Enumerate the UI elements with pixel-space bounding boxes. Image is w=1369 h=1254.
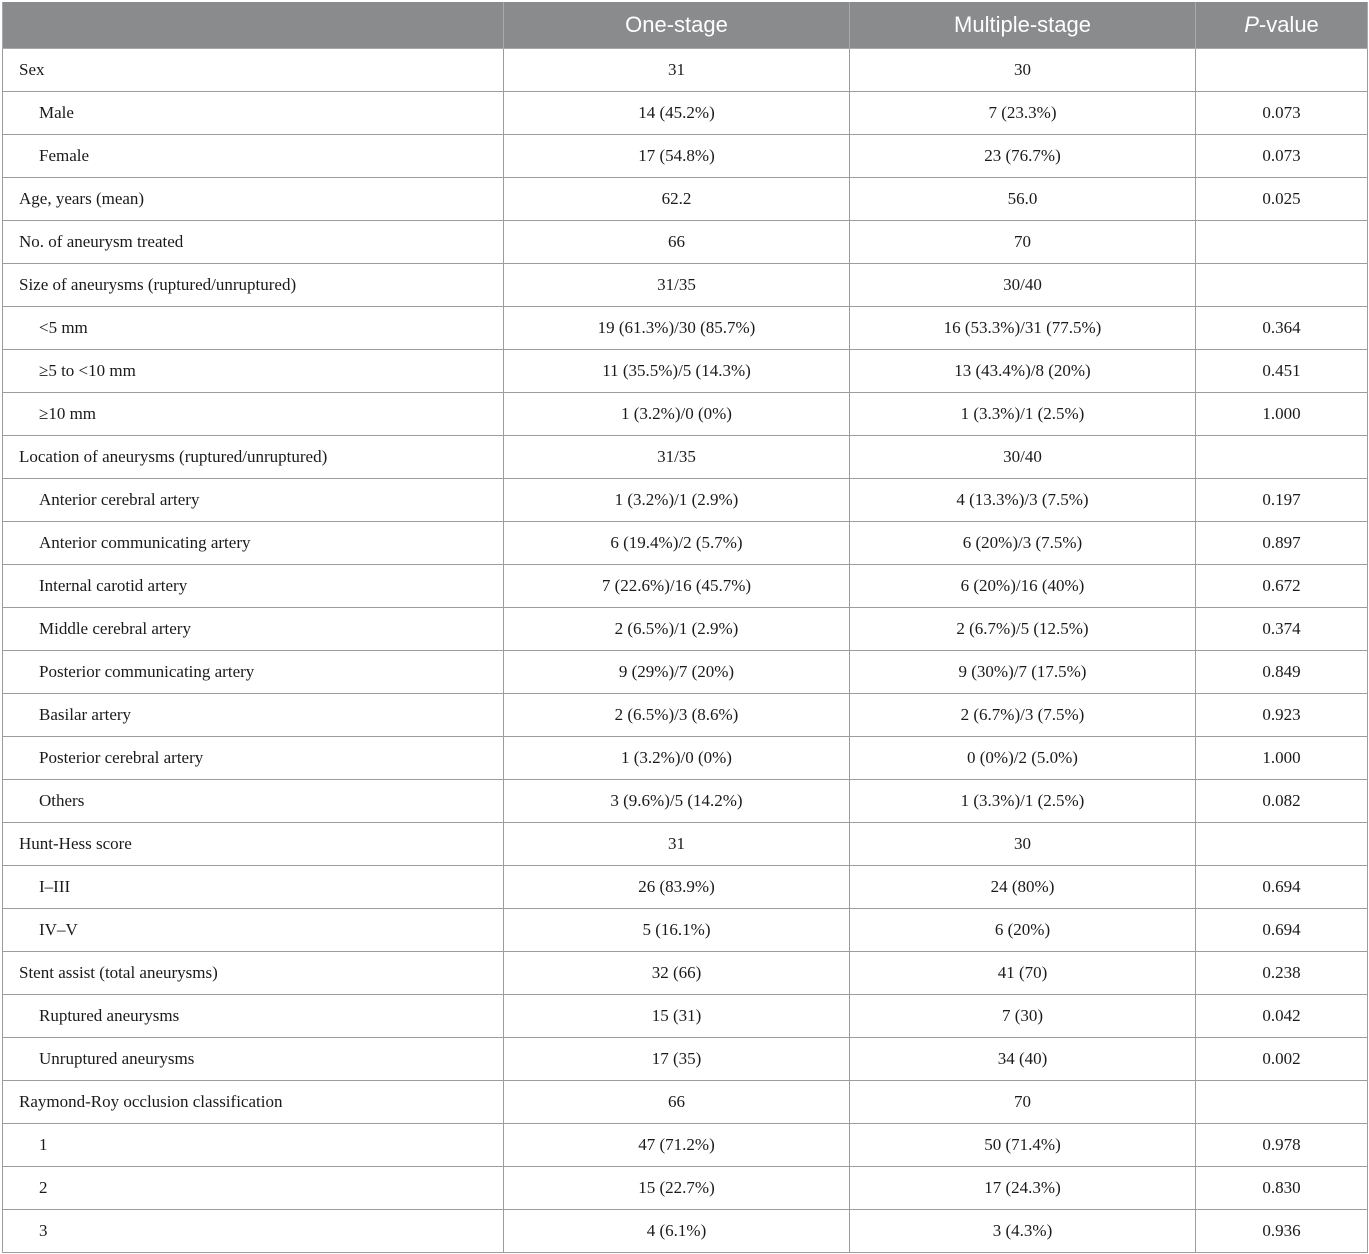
one-stage-value: 1 (3.2%)/0 (0%)	[504, 393, 850, 436]
row-label: Others	[3, 780, 504, 823]
p-value: 0.672	[1196, 565, 1368, 608]
one-stage-value: 31/35	[504, 436, 850, 479]
multiple-stage-value: 41 (70)	[850, 952, 1196, 995]
p-value: 0.042	[1196, 995, 1368, 1038]
table-row	[3, 866, 1368, 909]
header-one-stage: One-stage	[504, 2, 850, 49]
p-value: 0.694	[1196, 909, 1368, 952]
table-row	[3, 952, 1368, 995]
row-label: Location of aneurysms (ruptured/unruptured)	[3, 436, 504, 479]
p-value: 0.830	[1196, 1167, 1368, 1210]
one-stage-value: 2 (6.5%)/3 (8.6%)	[504, 694, 850, 737]
multiple-stage-value: 7 (23.3%)	[850, 92, 1196, 135]
table-row	[3, 522, 1368, 565]
header-p-italic: P	[1244, 12, 1259, 37]
one-stage-value: 15 (22.7%)	[504, 1167, 850, 1210]
multiple-stage-value: 17 (24.3%)	[850, 1167, 1196, 1210]
row-label: Internal carotid artery	[3, 565, 504, 608]
table-row	[3, 823, 1368, 866]
multiple-stage-value: 24 (80%)	[850, 866, 1196, 909]
multiple-stage-value: 30/40	[850, 436, 1196, 479]
row-label: Ruptured aneurysms	[3, 995, 504, 1038]
p-value	[1196, 1081, 1368, 1124]
multiple-stage-value: 6 (20%)/16 (40%)	[850, 565, 1196, 608]
p-value	[1196, 436, 1368, 479]
one-stage-value: 19 (61.3%)/30 (85.7%)	[504, 307, 850, 350]
p-value: 1.000	[1196, 393, 1368, 436]
multiple-stage-value: 2 (6.7%)/5 (12.5%)	[850, 608, 1196, 651]
table-row	[3, 565, 1368, 608]
row-label: Female	[3, 135, 504, 178]
row-label: Unruptured aneurysms	[3, 1038, 504, 1081]
one-stage-value: 31	[504, 49, 850, 92]
multiple-stage-value: 9 (30%)/7 (17.5%)	[850, 651, 1196, 694]
one-stage-value: 17 (35)	[504, 1038, 850, 1081]
multiple-stage-value: 30/40	[850, 264, 1196, 307]
one-stage-value: 31/35	[504, 264, 850, 307]
p-value: 0.936	[1196, 1210, 1368, 1253]
one-stage-value: 47 (71.2%)	[504, 1124, 850, 1167]
multiple-stage-value: 16 (53.3%)/31 (77.5%)	[850, 307, 1196, 350]
one-stage-value: 32 (66)	[504, 952, 850, 995]
p-value: 0.897	[1196, 522, 1368, 565]
row-label: No. of aneurysm treated	[3, 221, 504, 264]
p-value: 0.002	[1196, 1038, 1368, 1081]
one-stage-value: 66	[504, 221, 850, 264]
table-row	[3, 1081, 1368, 1124]
table-row	[3, 1124, 1368, 1167]
p-value	[1196, 264, 1368, 307]
row-label: IV–V	[3, 909, 504, 952]
multiple-stage-value: 1 (3.3%)/1 (2.5%)	[850, 393, 1196, 436]
table-row	[3, 350, 1368, 393]
table-row	[3, 221, 1368, 264]
row-label: Basilar artery	[3, 694, 504, 737]
row-label: ≥5 to <10 mm	[3, 350, 504, 393]
one-stage-value: 4 (6.1%)	[504, 1210, 850, 1253]
table-row	[3, 737, 1368, 780]
row-label: Stent assist (total aneurysms)	[3, 952, 504, 995]
p-value: 0.238	[1196, 952, 1368, 995]
one-stage-value: 3 (9.6%)/5 (14.2%)	[504, 780, 850, 823]
header-p-suffix: -value	[1258, 12, 1319, 37]
table-row	[3, 1038, 1368, 1081]
one-stage-value: 15 (31)	[504, 995, 850, 1038]
row-label: Male	[3, 92, 504, 135]
multiple-stage-value: 70	[850, 221, 1196, 264]
one-stage-value: 6 (19.4%)/2 (5.7%)	[504, 522, 850, 565]
table-row	[3, 780, 1368, 823]
row-label: 2	[3, 1167, 504, 1210]
one-stage-value: 5 (16.1%)	[504, 909, 850, 952]
row-label: Posterior cerebral artery	[3, 737, 504, 780]
p-value: 0.073	[1196, 135, 1368, 178]
row-label: Hunt-Hess score	[3, 823, 504, 866]
row-label: ≥10 mm	[3, 393, 504, 436]
row-label: Age, years (mean)	[3, 178, 504, 221]
p-value: 0.374	[1196, 608, 1368, 651]
p-value: 0.025	[1196, 178, 1368, 221]
multiple-stage-value: 4 (13.3%)/3 (7.5%)	[850, 479, 1196, 522]
one-stage-value: 31	[504, 823, 850, 866]
table-row	[3, 995, 1368, 1038]
table-row	[3, 694, 1368, 737]
multiple-stage-value: 1 (3.3%)/1 (2.5%)	[850, 780, 1196, 823]
table-row	[3, 307, 1368, 350]
header-row	[3, 2, 1368, 49]
p-value: 0.082	[1196, 780, 1368, 823]
table-row	[3, 1167, 1368, 1210]
one-stage-value: 1 (3.2%)/1 (2.9%)	[504, 479, 850, 522]
header-p-value	[1196, 2, 1368, 49]
table-row	[3, 49, 1368, 92]
multiple-stage-value: 30	[850, 823, 1196, 866]
p-value: 0.694	[1196, 866, 1368, 909]
p-value: 0.451	[1196, 350, 1368, 393]
p-value: 1.000	[1196, 737, 1368, 780]
table-row	[3, 178, 1368, 221]
p-value	[1196, 49, 1368, 92]
multiple-stage-value: 50 (71.4%)	[850, 1124, 1196, 1167]
row-label: Sex	[3, 49, 504, 92]
table-row	[3, 264, 1368, 307]
table-row	[3, 92, 1368, 135]
one-stage-value: 1 (3.2%)/0 (0%)	[504, 737, 850, 780]
table-row	[3, 479, 1368, 522]
comparison-table	[2, 2, 1368, 1253]
one-stage-value: 9 (29%)/7 (20%)	[504, 651, 850, 694]
multiple-stage-value: 34 (40)	[850, 1038, 1196, 1081]
row-label: 3	[3, 1210, 504, 1253]
one-stage-value: 7 (22.6%)/16 (45.7%)	[504, 565, 850, 608]
table-row	[3, 909, 1368, 952]
multiple-stage-value: 3 (4.3%)	[850, 1210, 1196, 1253]
row-label: <5 mm	[3, 307, 504, 350]
multiple-stage-value: 70	[850, 1081, 1196, 1124]
header-multiple-stage: Multiple-stage	[850, 2, 1196, 49]
p-value: 0.073	[1196, 92, 1368, 135]
multiple-stage-value: 13 (43.4%)/8 (20%)	[850, 350, 1196, 393]
p-value	[1196, 221, 1368, 264]
one-stage-value: 14 (45.2%)	[504, 92, 850, 135]
multiple-stage-value: 7 (30)	[850, 995, 1196, 1038]
one-stage-value: 2 (6.5%)/1 (2.9%)	[504, 608, 850, 651]
row-label: Middle cerebral artery	[3, 608, 504, 651]
table-row	[3, 135, 1368, 178]
p-value: 0.978	[1196, 1124, 1368, 1167]
row-label: I–III	[3, 866, 504, 909]
row-label: Size of aneurysms (ruptured/unruptured)	[3, 264, 504, 307]
multiple-stage-value: 6 (20%)/3 (7.5%)	[850, 522, 1196, 565]
multiple-stage-value: 0 (0%)/2 (5.0%)	[850, 737, 1196, 780]
one-stage-value: 66	[504, 1081, 850, 1124]
multiple-stage-value: 30	[850, 49, 1196, 92]
p-value: 0.197	[1196, 479, 1368, 522]
table-row	[3, 1210, 1368, 1253]
row-label: Posterior communicating artery	[3, 651, 504, 694]
one-stage-value: 26 (83.9%)	[504, 866, 850, 909]
table-row	[3, 651, 1368, 694]
multiple-stage-value: 23 (76.7%)	[850, 135, 1196, 178]
table-row	[3, 608, 1368, 651]
one-stage-value: 17 (54.8%)	[504, 135, 850, 178]
row-label: Anterior communicating artery	[3, 522, 504, 565]
one-stage-value: 62.2	[504, 178, 850, 221]
row-label: Anterior cerebral artery	[3, 479, 504, 522]
header-label-cell	[3, 2, 504, 49]
row-label: 1	[3, 1124, 504, 1167]
table-row	[3, 393, 1368, 436]
p-value: 0.849	[1196, 651, 1368, 694]
p-value: 0.364	[1196, 307, 1368, 350]
row-label: Raymond-Roy occlusion classification	[3, 1081, 504, 1124]
multiple-stage-value: 2 (6.7%)/3 (7.5%)	[850, 694, 1196, 737]
table-row	[3, 436, 1368, 479]
one-stage-value: 11 (35.5%)/5 (14.3%)	[504, 350, 850, 393]
p-value	[1196, 823, 1368, 866]
multiple-stage-value: 56.0	[850, 178, 1196, 221]
p-value: 0.923	[1196, 694, 1368, 737]
multiple-stage-value: 6 (20%)	[850, 909, 1196, 952]
